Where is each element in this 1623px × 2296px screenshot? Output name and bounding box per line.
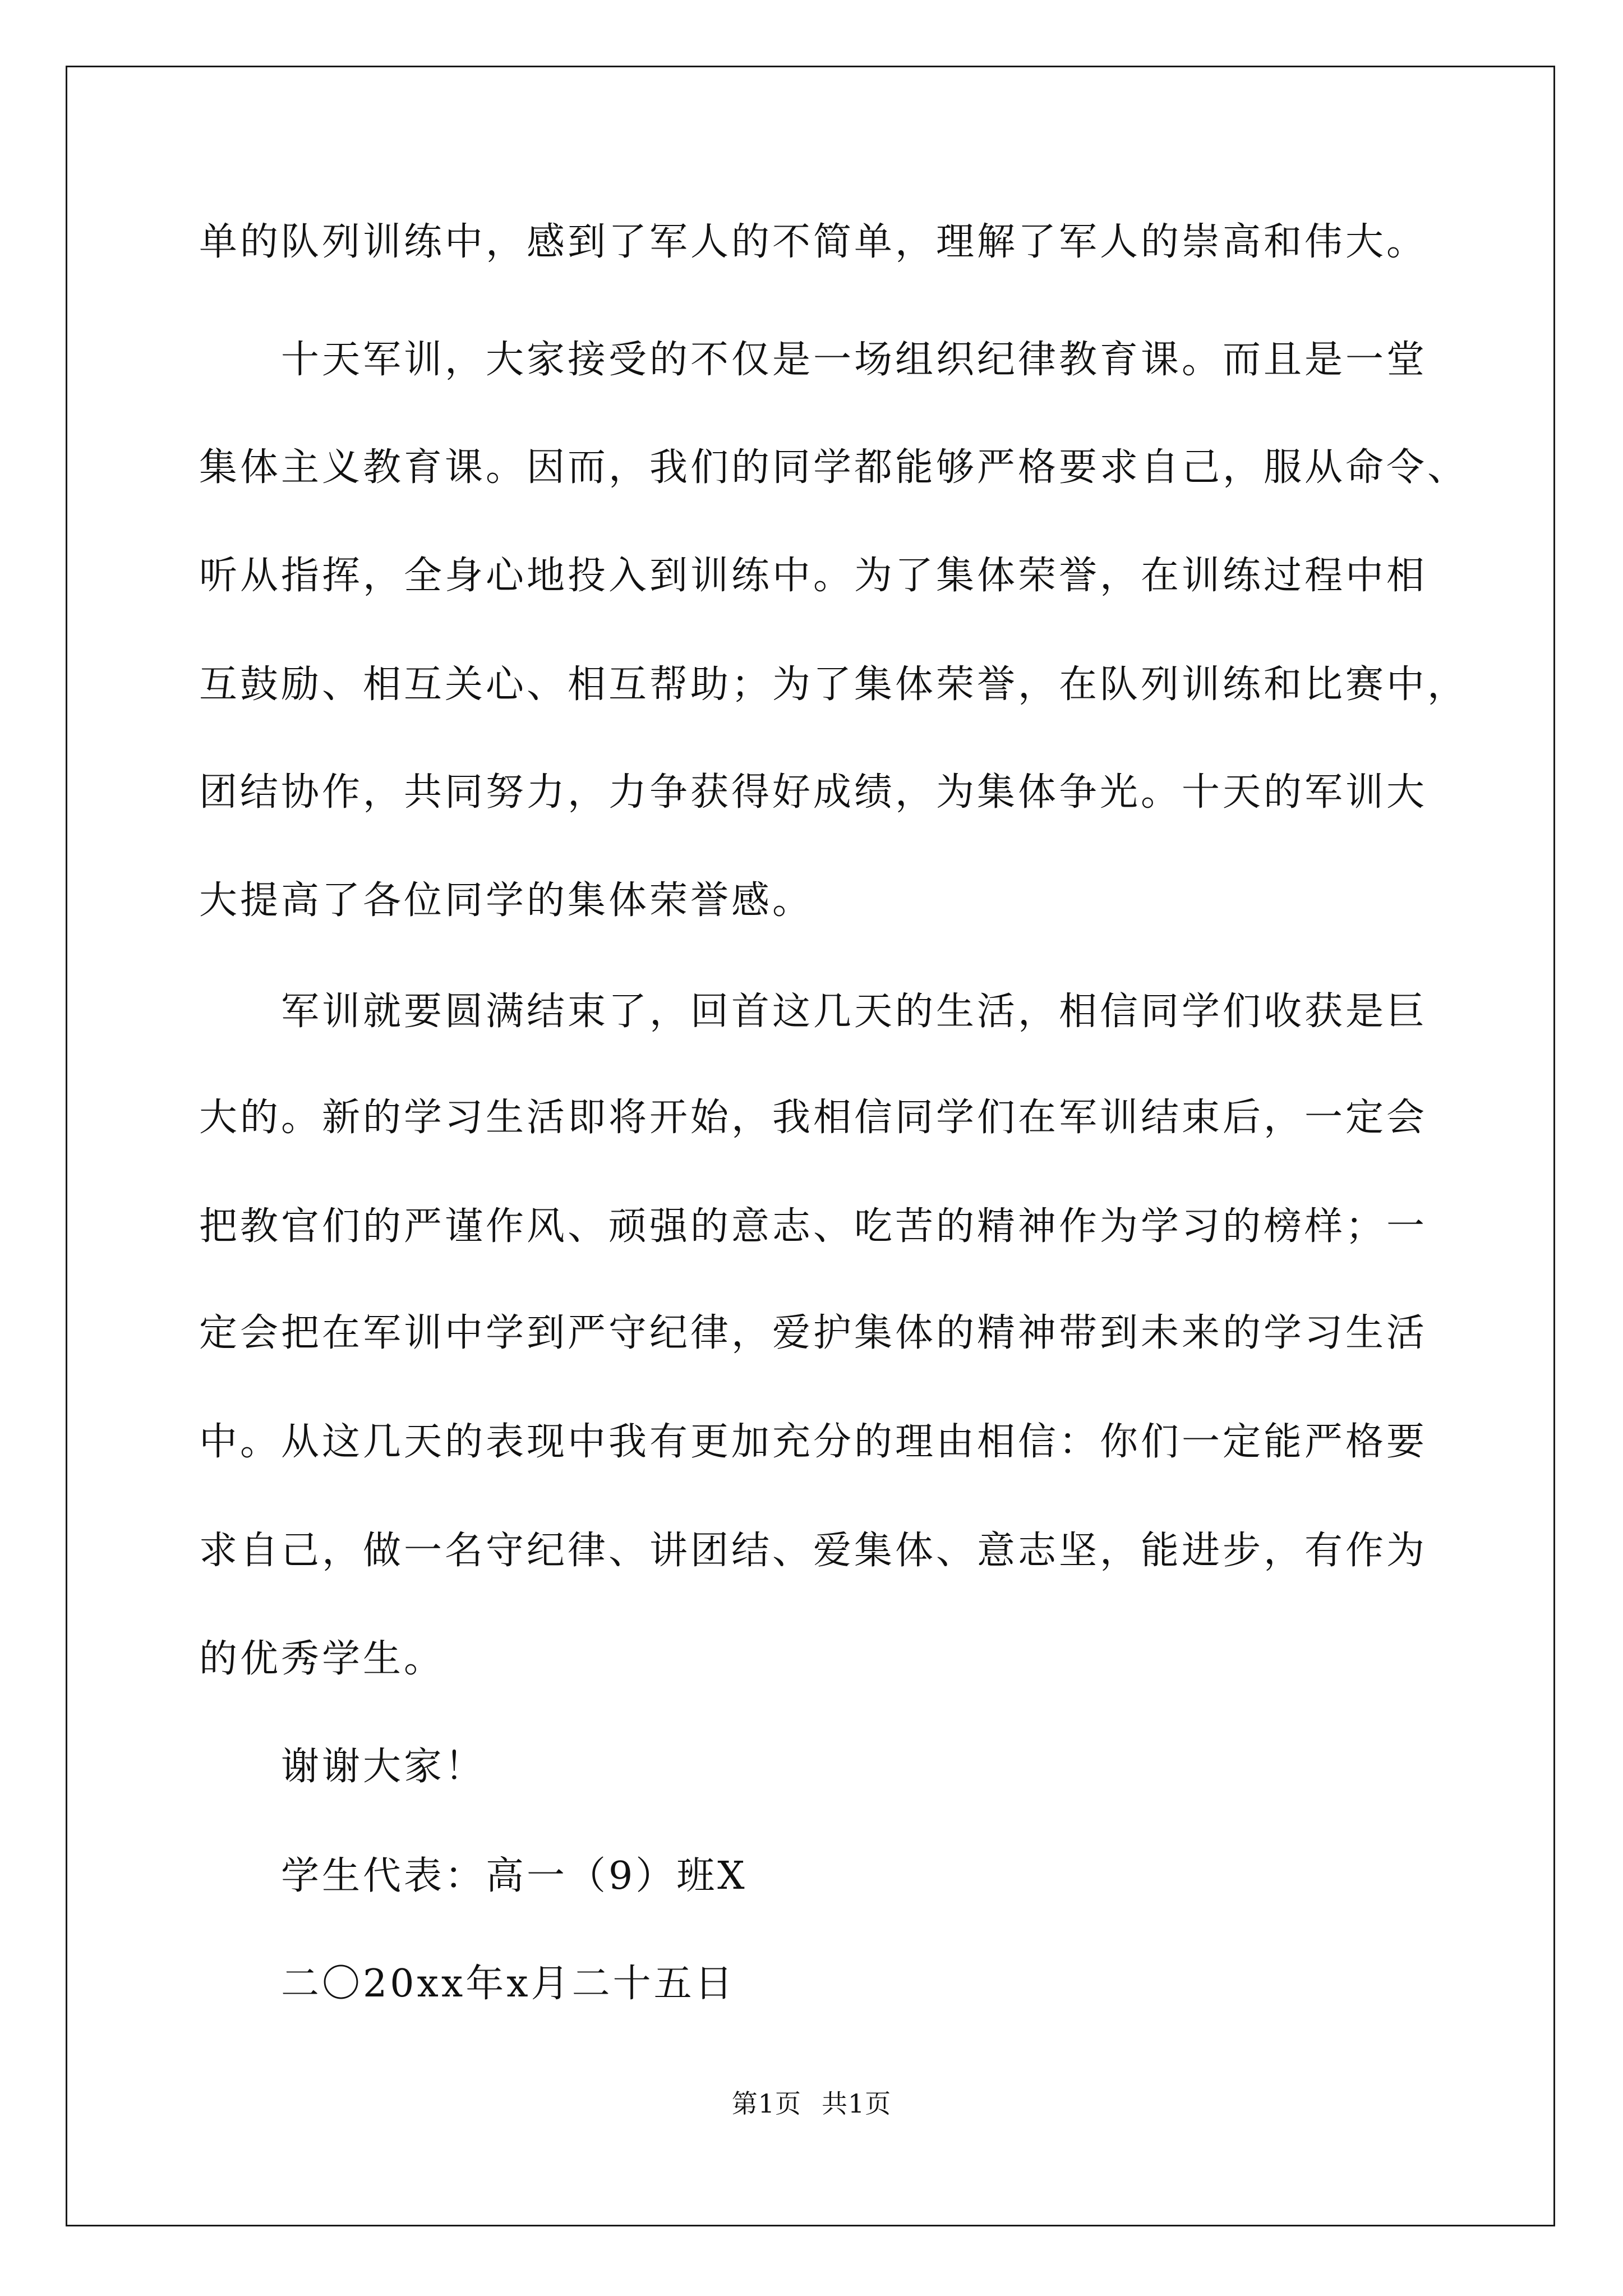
text-line: 大提高了各位同学的集体荣誉感。 <box>199 878 814 923</box>
page-footer <box>0 2087 1623 2120</box>
text-line: 的优秀学生。 <box>199 1637 445 1681</box>
text-line: 中。从这几天的表现中我有更加充分的理由相信：你们一定能严格要 <box>199 1420 1428 1464</box>
paragraph-start-line: 军训就要圆满结束了，回首这几天的生活，相信同学们收获是巨 <box>281 990 1428 1034</box>
page-number: 第1页 <box>731 2088 801 2119</box>
text-line: 互鼓励、相互关心、相互帮助；为了集体荣誉，在队列训练和比赛中， <box>199 662 1469 707</box>
text-line: 求自己，做一名守纪律、讲团结、爱集体、意志坚，能进步，有作为 <box>199 1529 1428 1573</box>
text-line: 把教官们的严谨作风、顽强的意志、吃苦的精神作为学习的榜样；一 <box>199 1204 1428 1249</box>
signature-line: 学生代表：高一（9）班X <box>281 1854 748 1898</box>
page-total: 共1页 <box>822 2088 892 2119</box>
text-line: 集体主义教育课。因而，我们的同学都能够严格要求自己，服从命令、 <box>199 445 1469 490</box>
page-border <box>66 66 1555 2226</box>
text-line: 听从指挥，全身心地投入到训练中。为了集体荣誉，在训练过程中相 <box>199 554 1428 598</box>
text-line: 单的队列训练中，感到了军人的不简单，理解了军人的崇高和伟大。 <box>199 220 1428 264</box>
text-line: 团结协作，共同努力，力争获得好成绩，为集体争光。十天的军训大 <box>199 770 1428 815</box>
date-line: 二〇20xx年x月二十五日 <box>281 1962 736 2006</box>
paragraph-start-line: 十天军训，大家接受的不仅是一场组织纪律教育课。而且是一堂 <box>281 338 1428 382</box>
text-line: 大的。新的学习生活即将开始，我相信同学们在军训结束后，一定会 <box>199 1096 1428 1140</box>
closing-thanks: 谢谢大家！ <box>281 1745 486 1789</box>
text-line: 定会把在军训中学到严守纪律，爱护集体的精神带到未来的学习生活 <box>199 1311 1428 1355</box>
